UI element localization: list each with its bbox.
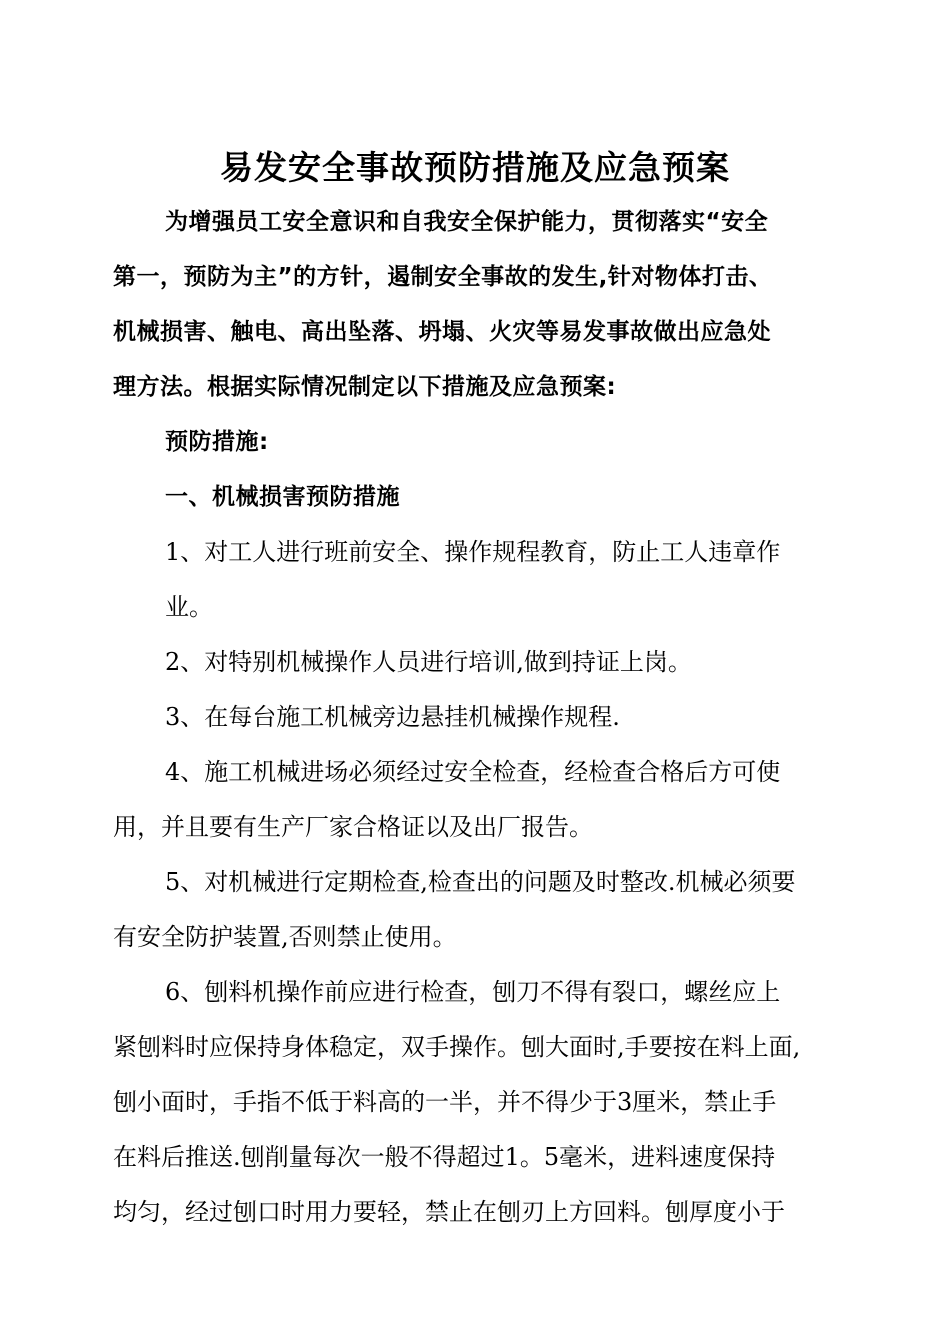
item-4-line-1: 4、施工机械进场必须经过安全检查，经检查合格后方可使 [165,758,781,786]
item-6-line-1: 6、刨料机操作前应进行检查，刨刀不得有裂口，螺丝应上 [165,978,781,1006]
item-3-line-1: 3、在每台施工机械旁边悬挂机械操作规程. [165,703,620,731]
item-6-line-4: 在料后推送.刨削量每次一般不得超过1。5毫米，进料速度保持 [113,1143,776,1171]
intro-line-1: 为增强员工安全意识和自我安全保护能力，贯彻落实“安全 [165,209,769,235]
item-6-line-2: 紧刨料时应保持身体稳定，双手操作。刨大面时,手要按在料上面, [113,1033,801,1061]
intro-line-2: 第一，预防为主”的方针，遏制安全事故的发生,针对物体打击、 [113,264,773,290]
item-2-line-1: 2、对特别机械操作人员进行培训,做到持证上岗。 [165,648,692,676]
item-6-line-3: 刨小面时，手指不低于料高的一半，并不得少于3厘米，禁止手 [113,1088,777,1116]
intro-line-4: 理方法。根据实际情况制定以下措施及应急预案: [113,374,617,400]
item-4-line-2: 用，并且要有生产厂家合格证以及出厂报告。 [113,813,593,841]
item-5-line-2: 有安全防护装置,否则禁止使用。 [113,923,457,951]
item-6-line-5: 均匀，经过刨口时用力要轻，禁止在刨刃上方回料。刨厚度小于 [113,1198,785,1226]
intro-line-3: 机械损害、触电、高出坠落、坍塌、火灾等易发事故做出应急处 [113,319,771,345]
item-1-line-1: 1、对工人进行班前安全、操作规程教育，防止工人违章作 [165,538,781,566]
item-5-line-1: 5、对机械进行定期检查,检查出的问题及时整改.机械必须要 [165,868,796,896]
item-1-line-2: 业。 [165,593,213,621]
document-title: 易发安全事故预防措施及应急预案 [220,148,730,187]
subsection-heading: 一、机械损害预防措施 [165,484,400,510]
section-heading: 预防措施: [165,429,269,455]
